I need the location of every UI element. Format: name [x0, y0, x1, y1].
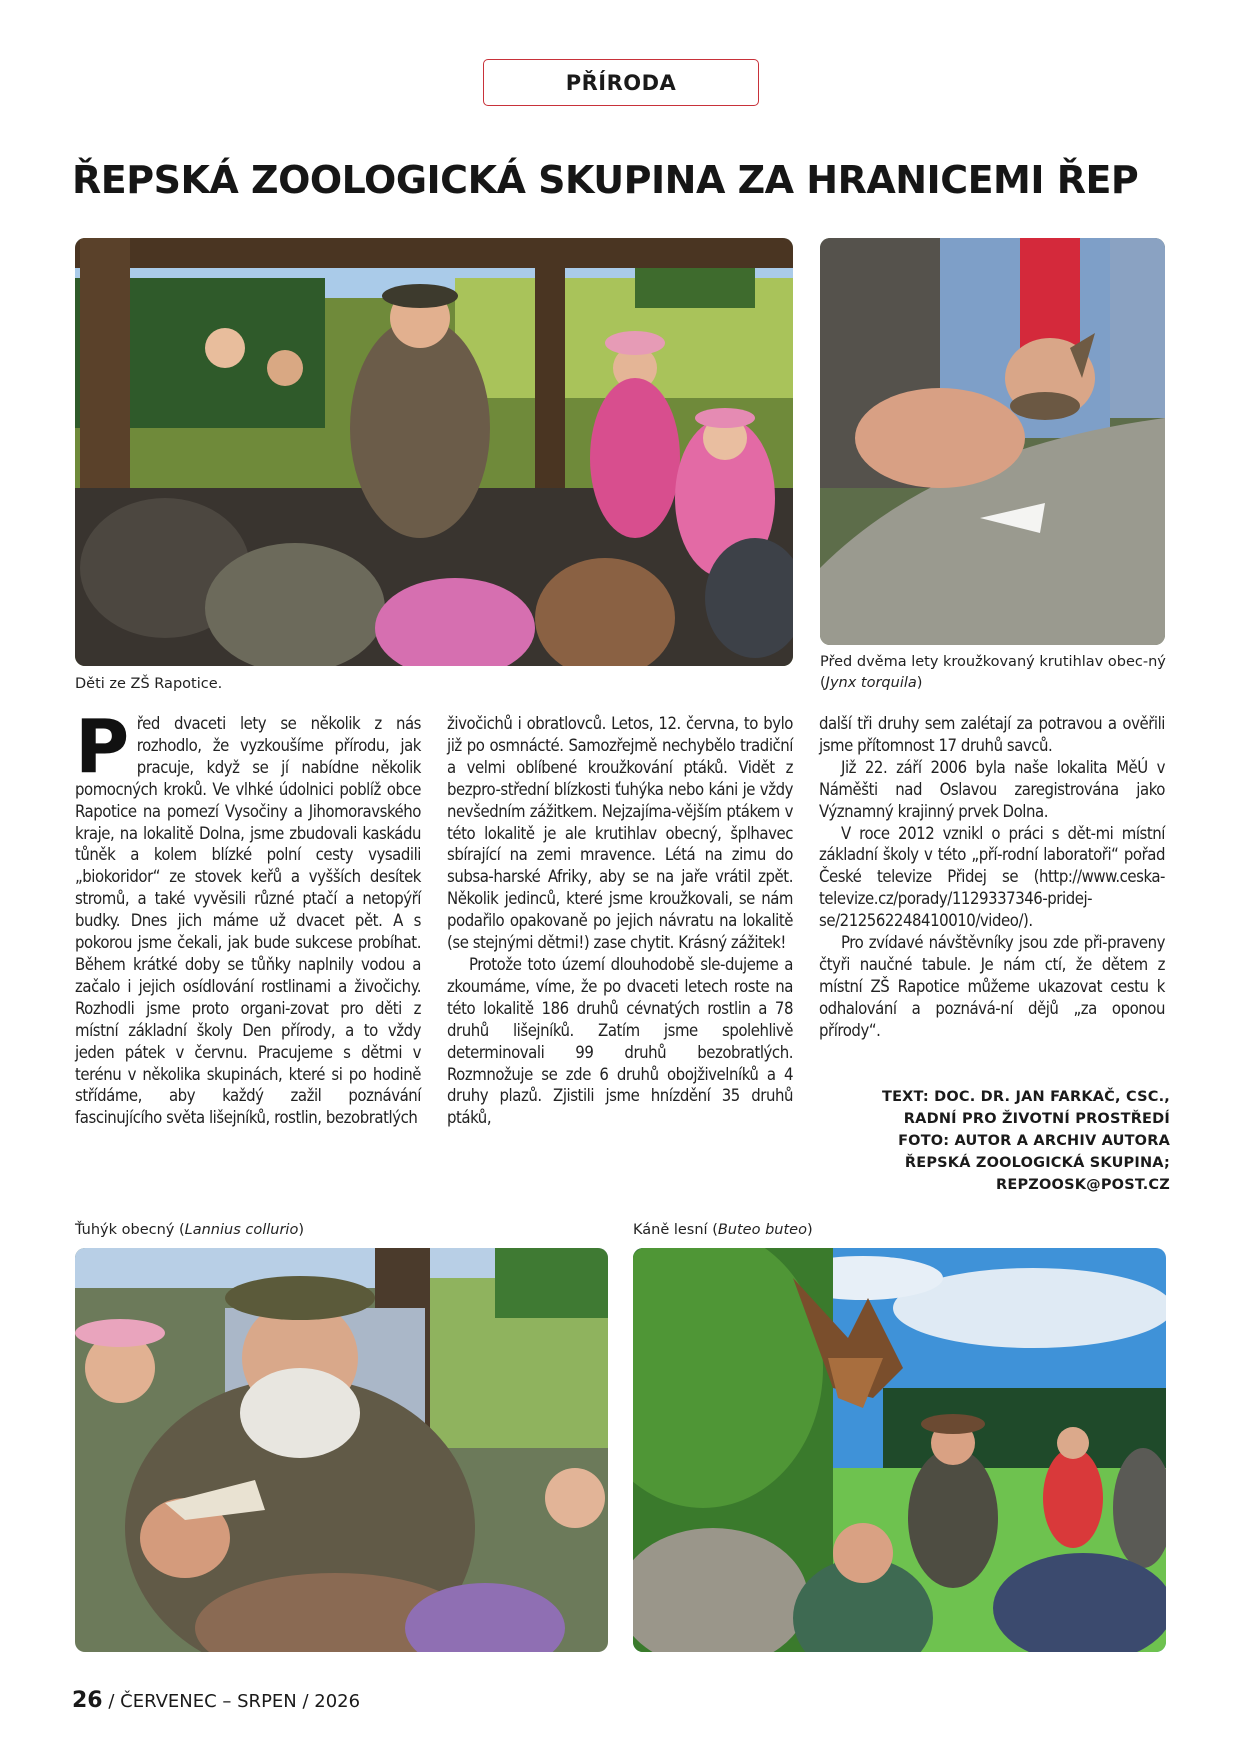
article-column-1: Před dvaceti lety se několik z nás rozhodlo, že vyzkoušíme přírodu, jak pracuje, když se jí nabídne několik pomocných kroků. Ve vlhké údolnici poblíž obce Rapotice na pomezí Vysočiny a Jihomoravského kraje, na lokalitě Dolna, jsme zbudovali kaskádu tůněk a kolem blízké polní cesty vysadili „biokoridor“ ze stovek keřů a vyšších desítek stromů, a také vyvěsili různé ptačí a netopýří budky. Dnes jich máme už dvacet pět. A s pokorou jsme čekali, jak bude sukcese probíhat. Během krátké doby se tůňky naplnily vodou a začalo i jejich osídlování rostlinami a živočichy. Rozhodli jsme proto organi-zovat pro děti z místní základní školy Den přírody, a to vždy jeden pátek v červnu. Pracujeme s dětmi v terénu v několika skupinách, které si po hodině střídáme, aby každý zažil poznávání fascinujícího světa lišejníků, rostlin, bezobratlých — [75, 704, 421, 1128]
article-column-3: další tři druhy sem zalétají za potravou a ověřili jsme přítomnost 17 druhů savců. Již 22. září 2006 byla naše lokalita MěÚ v Náměšti nad Oslavou zaregistrována jako Významný krajinný prvek Dolna. V roce 2012 vznikl o práci s dět-mi místní základní školy v této „pří-rodní laboratoři“ pořad České televize Přidej se (http://www.ceska-televize.cz/porady/1129337346-pridej-se/212562248410010/video/). Pro zvídavé návštěvníky jsou zde při-praveny čtyři naučné tabule. Je nám ctí, že dětem z místní ZŠ Rapotice můžeme ukazovat cestu k odhalování a poznává-ní dějů „za oponou přírody“. — [819, 714, 1165, 1040]
issue-info: / ČERVENEC – SRPEN / 2026 — [102, 1691, 361, 1712]
photo-wryneck-in-hand — [820, 238, 1165, 645]
photo-children-group — [75, 238, 793, 666]
caption-buzzard: Káně lesní (Buteo buteo) — [633, 1222, 813, 1238]
caption-children: Děti ze ZŠ Rapotice. — [75, 676, 223, 692]
drop-cap: P — [75, 704, 129, 790]
page-footer — [72, 1688, 360, 1713]
article-column-2: živočichů i obratlovců. Letos, 12. června, to bylo již po osmnácté. Samozřejmě nechybělo tradiční a velmi oblíbené kroužkování ptáků. Vidět z bezpro-střední blízkosti ťuhýka nebo káni je vždy nevšedním zážitkem. Nejzajíma-vějším ptákem v této lokalitě je ale krutihlav obecný, šplhavec sbírající na zemi mravence. Létá na zimu do subsa-harské Afriky, aby se na jaře vrátil zpět. Několik jedinců, které jsme kroužkovali, se nám podařilo opakovaně po jejich návratu na lokalitě (se stejnými dětmi!) zase chytit. Krásný zážitek! Protože toto území dlouhodobě sle-dujeme a zkoumáme, víme, že po dvaceti letech roste na této lokalitě 186 druhů cévnatých rostlin a 78 druhů lišejníků. Zatím jsme spolehlivě determinovali 99 druhů bezobratlých. Rozmnožuje se zde 6 druhů obojživelníků a 4 druhy plazů. Zjistili jsme hnízdění 35 druhů ptáků, — [447, 714, 793, 1128]
article-headline: ŘEPSKÁ ZOOLOGICKÁ SKUPINA ZA HRANICEMI ŘEP — [72, 158, 1139, 202]
page-number: 26 — [72, 1688, 103, 1713]
photo-buzzard-flight — [633, 1248, 1166, 1652]
caption-shrike: Ťuhýk obecný (Lannius collurio) — [75, 1222, 304, 1238]
caption-wryneck: Před dvěma lety kroužkovaný krutihlav obec-ný (Jynx torquila) — [820, 654, 1166, 691]
article-credits: TEXT: DOC. DR. JAN FARKAČ, CSC., RADNÍ PRO ŽIVOTNÍ PROSTŘEDÍ FOTO: AUTOR A ARCHIV AUTORA ŘEPSKÁ ZOOLOGICKÁ SKUPINA; REPZOOSK@POST.CZ — [881, 1089, 1170, 1193]
photo-shrike-in-hand — [75, 1248, 608, 1652]
section-tag: PŘÍRODA — [483, 59, 759, 106]
